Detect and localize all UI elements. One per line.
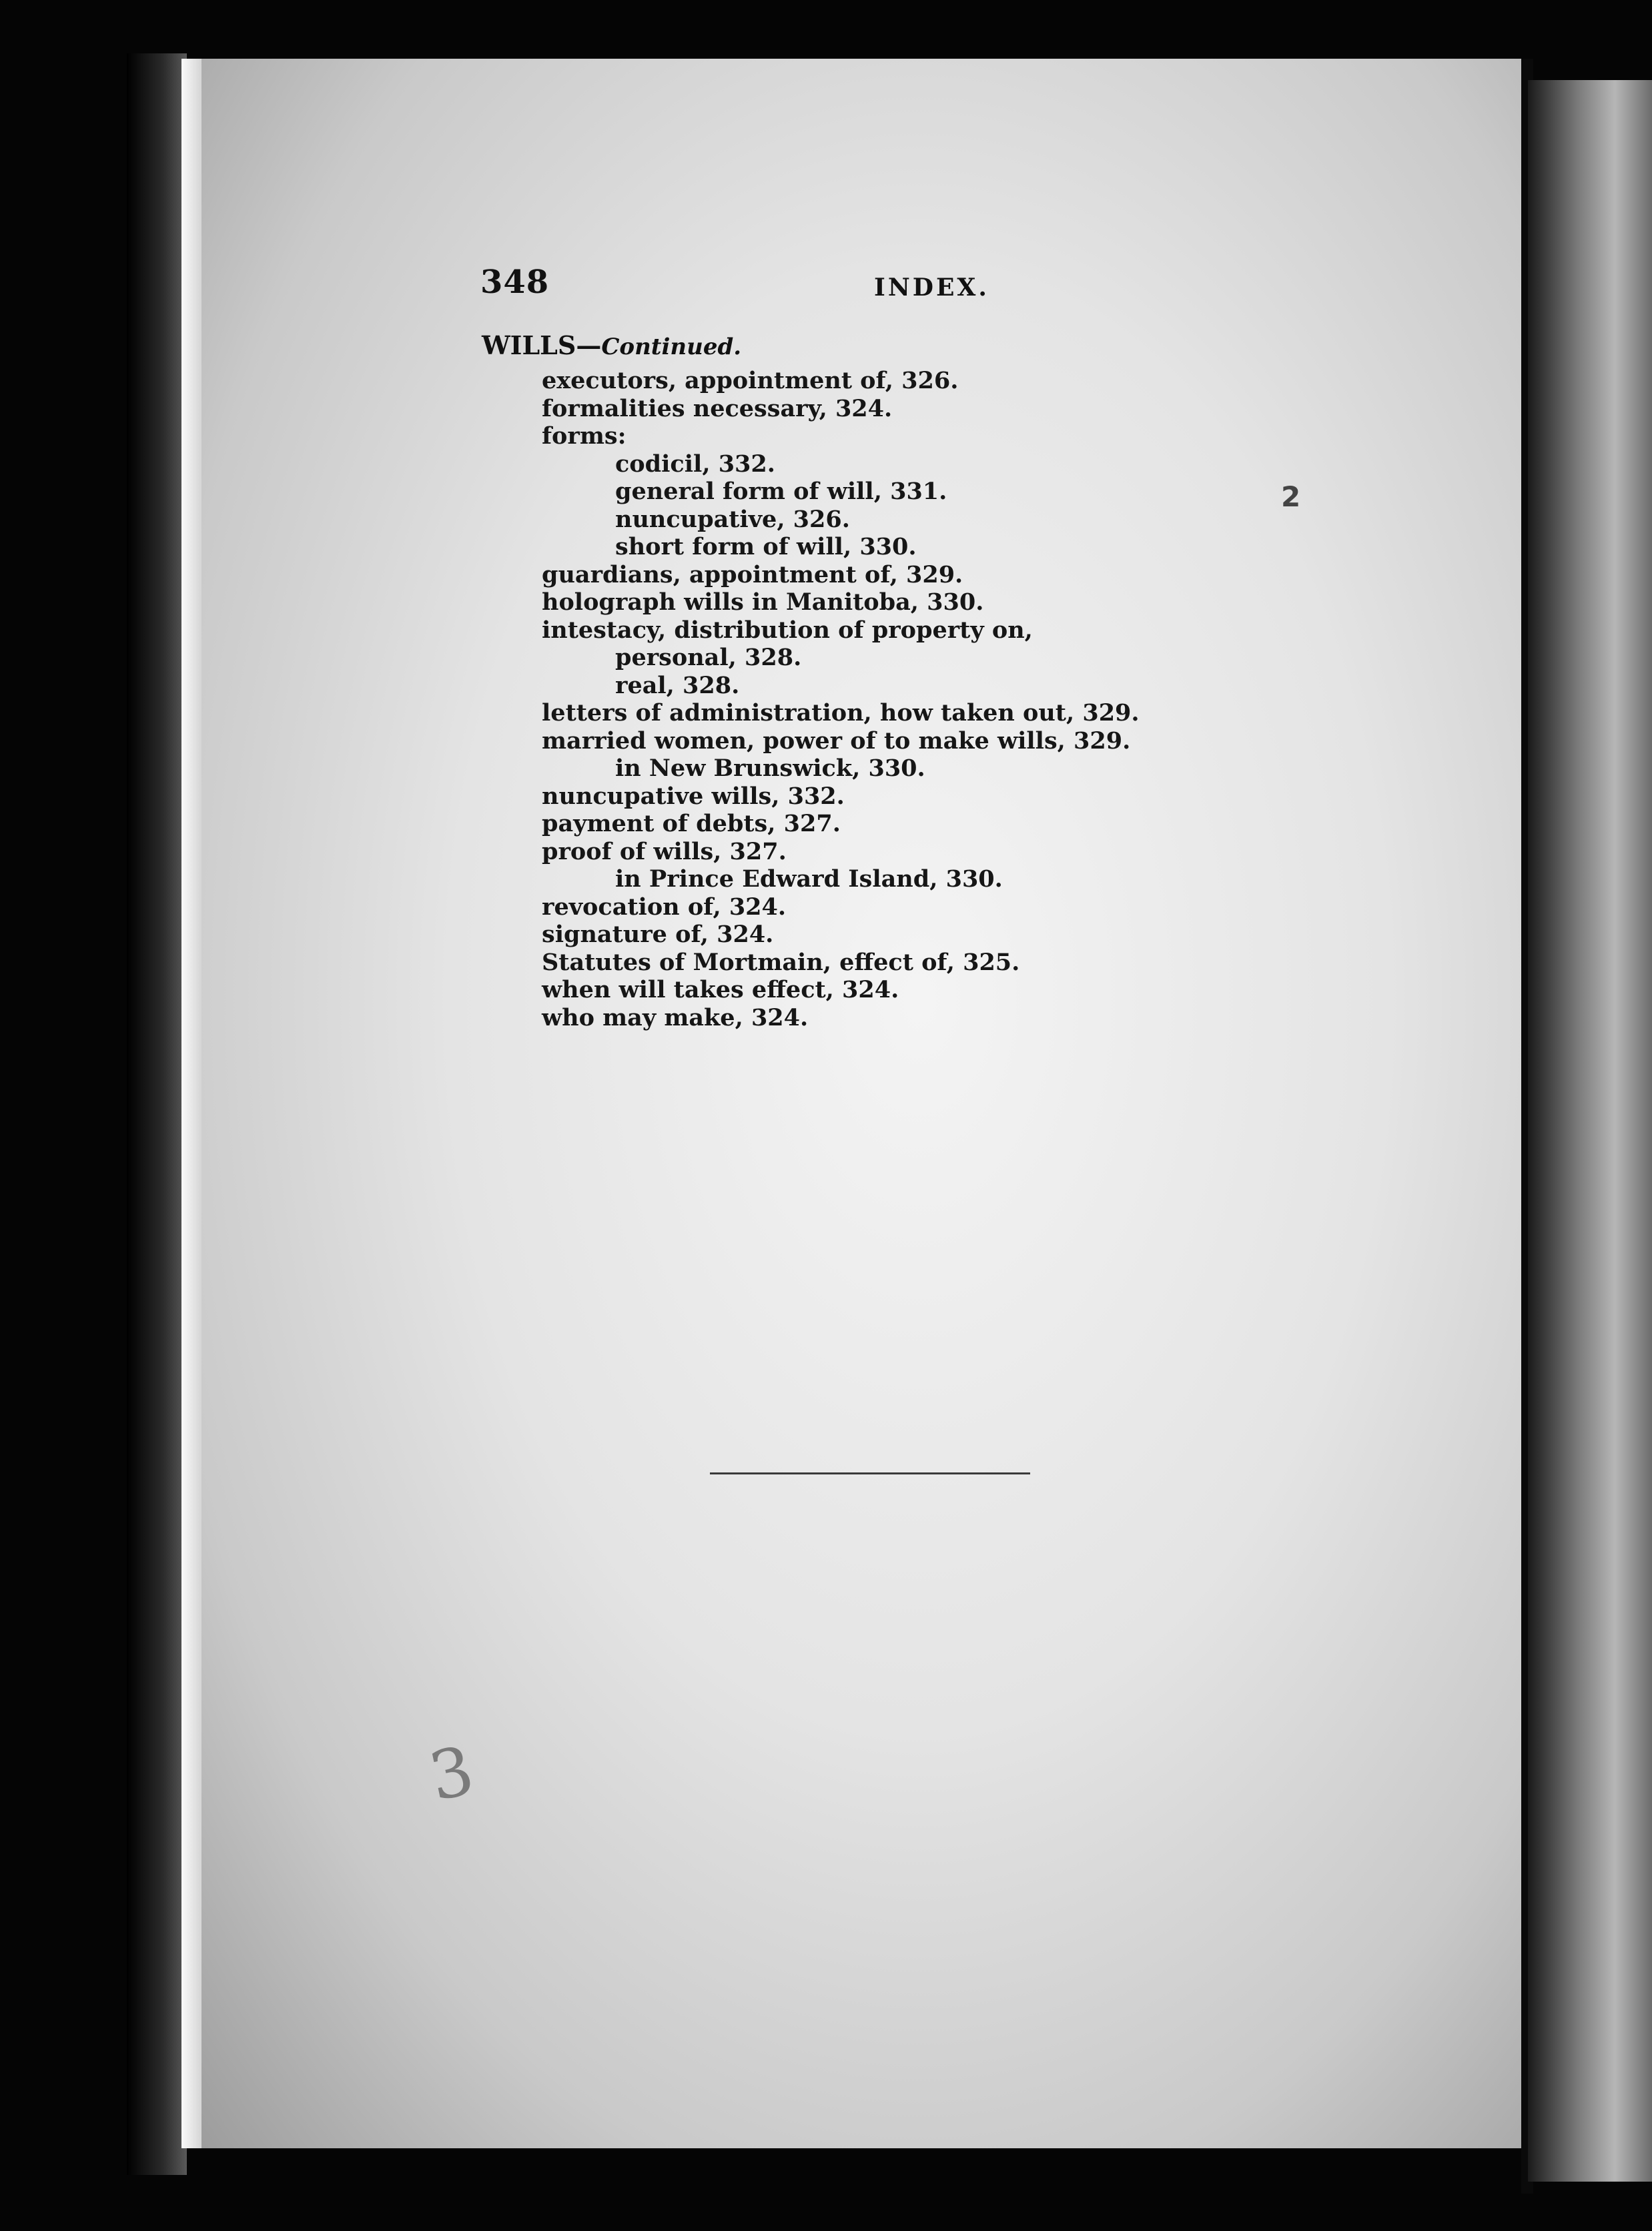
heading-term: WILLS [482, 330, 576, 360]
index-entry: when will takes effect, 324. [542, 976, 899, 1003]
index-entry: intestacy, distribution of property on, [542, 616, 1033, 644]
index-entry: general form of will, 331. [615, 478, 947, 505]
page-edge [181, 59, 201, 2148]
index-entry: codicil, 332. [615, 450, 775, 478]
index-entry: executors, appointment of, 326. [542, 367, 959, 394]
index-entry: short form of will, 330. [615, 533, 917, 560]
running-head: INDEX. [874, 274, 989, 302]
index-entry: nuncupative wills, 332. [542, 782, 845, 810]
index-entry: nuncupative, 326. [615, 505, 850, 533]
index-entry: letters of administration, how taken out, 329. [542, 699, 1140, 727]
index-entry: forms: [542, 422, 627, 450]
index-entry: married women, power of to make wills, 329. [542, 727, 1131, 755]
page-number: 348 [480, 264, 550, 301]
index-entry: payment of debts, 327. [542, 810, 841, 837]
pencil-mark: 3 [422, 1731, 481, 1817]
section-rule [710, 1472, 1030, 1474]
heading-continued: Continued. [601, 334, 742, 360]
margin-mark: 2 [1281, 480, 1301, 513]
index-entry: in New Brunswick, 330. [615, 755, 925, 782]
heading-dash: — [576, 330, 602, 360]
index-entry: real, 328. [615, 671, 740, 699]
left-scan-shadow [127, 53, 187, 2175]
index-heading [482, 330, 741, 360]
index-entries [542, 367, 1140, 1031]
index-entry: revocation of, 324. [542, 893, 787, 921]
index-entry: who may make, 324. [542, 1003, 809, 1031]
facing-page-strip [1528, 80, 1652, 2182]
index-entry: in Prince Edward Island, 330. [615, 865, 1003, 893]
index-entry: Statutes of Mortmain, effect of, 325. [542, 948, 1020, 976]
index-entry: proof of wills, 327. [542, 837, 787, 865]
index-entry: holograph wills in Manitoba, 330. [542, 588, 984, 616]
index-entry: signature of, 324. [542, 921, 774, 948]
index-entry: guardians, appointment of, 329. [542, 560, 963, 588]
index-entry: formalities necessary, 324. [542, 394, 893, 422]
index-entry: personal, 328. [615, 644, 802, 671]
